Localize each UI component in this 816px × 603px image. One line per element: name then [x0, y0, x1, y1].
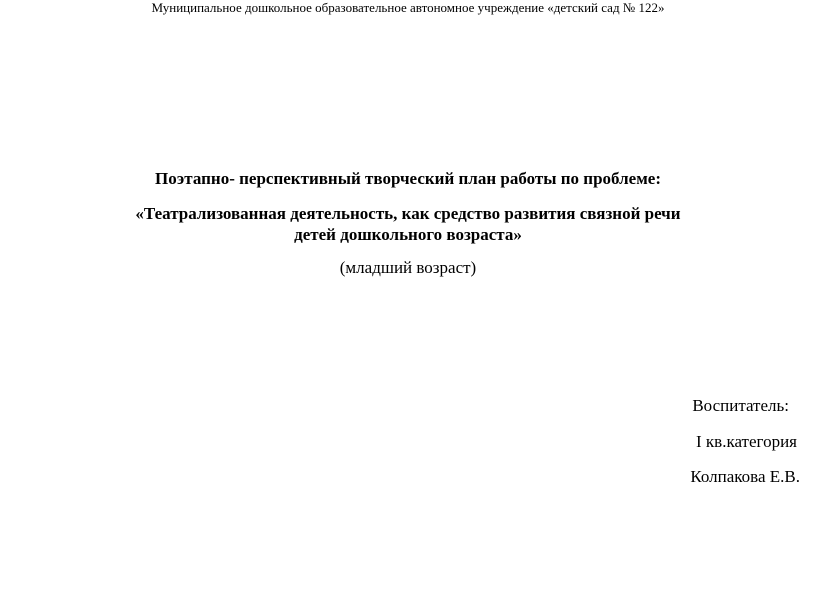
author-role: Воспитатель: — [692, 396, 789, 415]
age-group-subtitle: (младший возраст) — [339, 258, 477, 277]
author-name: Колпакова Е.В. — [690, 467, 800, 486]
plan-title-line-1: Поэтапно- перспективный творческий план работы по проблеме: — [155, 169, 661, 188]
organization-header: Муниципальное дошкольное образовательное автономное учреждение «детский сад № 122» — [151, 0, 665, 15]
author-category: I кв.категория — [696, 432, 797, 451]
plan-title-line-2: «Театрализованная деятельность, как средство развития связной речи — [135, 204, 681, 223]
plan-title-line-3: детей дошкольного возраста» — [294, 225, 522, 244]
